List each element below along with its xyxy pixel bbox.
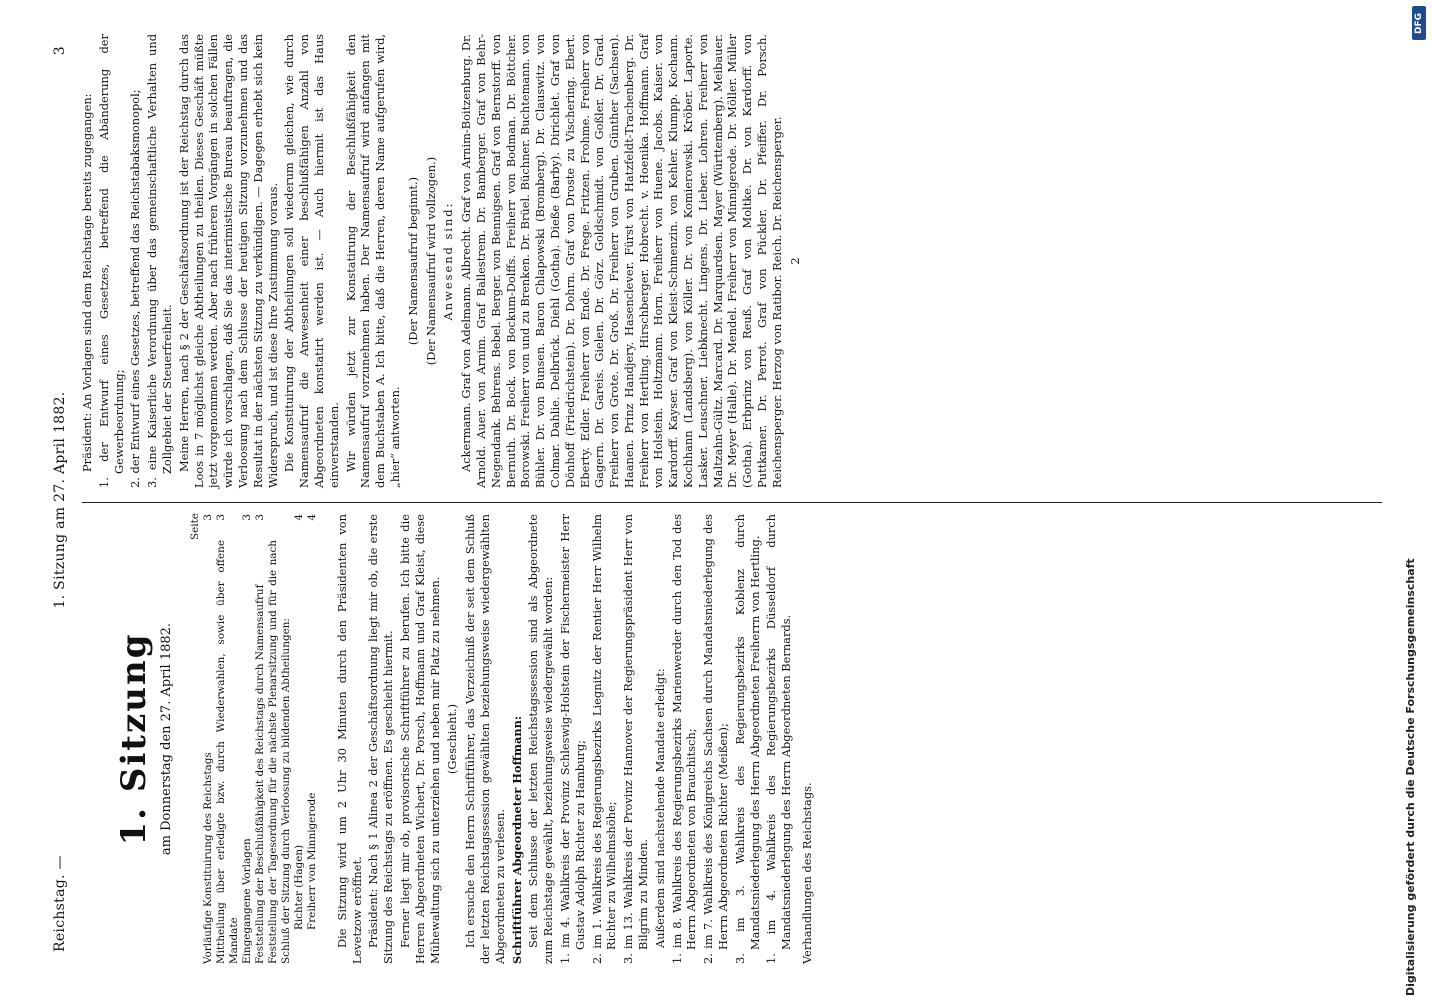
- footer-note: Verhandlungen des Reichstags.: [799, 782, 814, 964]
- header-left: Reichstag. —: [52, 855, 68, 952]
- signature-mark: 2: [787, 257, 802, 265]
- bill-item: 1. der Entwurf eines Gesetzes, betreffend die Abänderung der Gewerbeordnung;: [96, 34, 126, 488]
- dfg-logo: DFG: [1412, 6, 1426, 40]
- session-date: am Donnerstag den 27. April 1882.: [159, 622, 174, 856]
- toc-heading: Seite: [188, 513, 201, 540]
- list-item: 1. im 4. Wahlkreis des Regierungsbezirks Düsseldorf durch Mandatsniederlegung des Herrn Abgeordneten Bernards.: [764, 514, 794, 964]
- paragraph: Ferner liegt mir ob, provisorische Schriftführer zu berufen. Ich bitte die Herren Abgeordneten Wichert, Dr. Porsch, Hoffmann und Graf Kleist, diese Mühewaltung sich zu unterziehen und neben mir Platz zu nehmen.: [397, 514, 442, 964]
- paragraph: Meine Herren, nach § 2 der Geschäftsordnung ist der Reichstag durch das Loos in 7 möglichst gleiche Abtheilungen zu theilen. Dieses Geschäft müßte jetzt vorgenommen werden. Aber nach früheren Vorgängen in solchen Fällen würde ich vorschlagen, daß Sie das interimistische Bureau beauftragen, die Verloosung nach dem Schlusse der heutigen Sitzung vorzunehmen und das Resultat in der nächsten Sitzung zu verkündigen. — Dagegen erhebt sich kein Widerspruch, und ist diese Ihre Zustimmung voraus.: [176, 34, 280, 488]
- toc-entry: Feststellung der Beschlußfähigkeit des Reichstags durch Namensaufruf 3: [253, 514, 266, 964]
- present-heading: Anwesend sind:: [441, 201, 456, 321]
- opening-paragraph: Die Sitzung wird um 2 Uhr 30 Minuten durch den Präsidenten von Levetzow eröffnet.: [334, 514, 364, 964]
- stage-direction: (Der Namensaufruf beginnt.): [405, 176, 420, 346]
- toc-entry: Feststellung der Tagesordnung für die nächste Plenarsitzung und für die nach Schluß der Sitzung durch Verloosung zu bildenden Abtheilungen:: [266, 540, 292, 964]
- toc-entry: Vorläufige Konstituirung des Reichstags 3: [201, 514, 214, 964]
- funding-note-text: Digitalisierung gefördert durch die Deutsche Forschungsgemeinschaft: [1404, 558, 1417, 996]
- page-number: 3: [52, 46, 68, 56]
- list-item: 3. im 13. Wahlkreis der Provinz Hannover der Regierungspräsident Herr von Bilgrim zu Minden.: [621, 514, 650, 964]
- stage-direction: (Geschieht.): [445, 703, 460, 775]
- paragraph: Die Konstituirung der Abtheilungen soll wiederum gleichen, wie durch Namensaufruf die Anwesenheit einer beschlußfähigen Anzahl von Abgeordneten konstatirt werden ist. — Auch hiermit ist das Haus einverstanden.: [282, 34, 341, 488]
- paragraph: Seit dem Schlusse der letzten Reichstagssession sind als Abgeordnete zum Reichstage gewählt, beziehungsweise wiedergewählt worden:: [526, 514, 556, 964]
- funding-note: [1404, 0, 1426, 1000]
- toc-entry: Mittheilung über erledigte bzw. durch Wiederwahlen, sowie über offene Mandate 3: [214, 514, 240, 964]
- paragraph: Außerdem sind nachstehende Mandate erledigt:: [652, 668, 667, 948]
- bill-item: 3. eine Kaiserliche Verordnung über das gemeinschaftliche Verhalten und Zollgebiet der Steuerfreiheit.: [145, 34, 174, 488]
- list-item: 3. im 3. Wahlkreis des Regierungsbezirks Koblenz durch Mandatsniederlegung des Herrn Abgeordneten Freiherrn von Hertling.: [732, 514, 762, 964]
- column-divider: [82, 502, 1382, 503]
- right-column: [80, 34, 1392, 488]
- header-title: 1. Sitzung am 27. April 1882.: [52, 391, 68, 609]
- list-item: 2. im 1. Wahlkreis des Regierungsbezirks Liegnitz der Rentier Herr Wilhelm Richter zu Wilhelmshöhe;: [589, 514, 619, 964]
- president-paragraph: Präsident: Nach § 1 Alinea 2 der Geschäftsordnung liegt mir ob, die erste Sitzung des Reichstags zu eröffnen. Es geschieht hiermit.: [366, 514, 396, 964]
- toc-entry: Freiherr von Minnigerode 4: [305, 514, 318, 930]
- toc-entry: Eingegangene Vorlagen 3: [240, 514, 253, 964]
- toc-entry: Richter (Hagen) 4: [292, 514, 305, 930]
- bill-item: 2. der Entwurf eines Gesetzes, betreffend das Reichstabaksmonopol;: [128, 89, 143, 488]
- list-item: 1. im 8. Wahlkreis des Regierungsbezirks Marienwerder durch den Tod des Herrn Abgeordneten von Brauchitsch;: [669, 514, 699, 964]
- paragraph: Ich ersuche den Herrn Schriftführer, das Verzeichniß der seit dem Schluß der letzten Reichstagssession gewählten beziehungsweise wiedergewählten Abgeordneten zu verlesen.: [463, 514, 507, 964]
- president-intro: Präsident: An Vorlagen sind dem Reichstage bereits zugegangen:: [80, 93, 94, 472]
- paragraph: Wir würden jetzt zur Konstatirung der Beschlußfähigkeit den Namensaufruf vorzunehmen haben. Der Namensaufruf wird anfangen mit dem Buchstaben A. Ich bitte, daß die Herren, deren Name aufgerufen wird, „hier“ antworten.: [343, 34, 402, 488]
- running-header: [52, 40, 74, 960]
- stage-direction: (Der Namensaufruf wird vollzogen.): [423, 156, 438, 366]
- list-item: 2. im 7. Wahlkreis des Königreichs Sachsen durch Mandatsniederlegung des Herrn Abgeordneten Richter (Meißen);: [701, 514, 730, 964]
- present-names: Ackermann. Graf von Adelmann. Albrecht. Graf von Arnim-Boitzenburg. Dr. Arnold. Auer. von Arnim. Graf Ballestrem. Dr. Bamberger. Graf von Behr-Negendank. Behrens. Bebel. Berger. von Bennigsen. Graf von Bernstorff. von Bernuth. Dr. Bock. von Bockum-Dolffs. Freiherr von Bodman. Dr. Böttcher. Borowski. Freiherr von und zu Brenken. Dr. Brüel. Büchner. Buchtemann. von Bühler. Dr. von Bunsen. Baron Chlapowski (Bromberg). Dr. Clauswitz. von Colmar. Dahlie. Delbrück. Diehl (Gotha). Dieße (Barby). Dirichlet. Graf von Dönhoff (Friedrichstein). Dr. Dohrn. Graf von Droste zu Vischering. Ebert. Eberty. Edler. Freiherr von Ende. Dr. Frege. Fritzen. Frohme. Freiherr von Gagern. Dr. Gareis. Gielen. Dr. Görz. Goldschmidt. von Goßler. Dr. Grad. Freiherr von Grote. Dr. Groß. Dr. Freiherr von Gruben. Günther (Sachsen). Haanen. Prinz Handjery. Hasenclever. Fürst von Hatzfeldt-Trachenberg. Dr. Freiherr von Hertling. Hirschberger. Hobrecht. v. Hoenika. Hoffmann. Graf von Holstein. Holtzmann. Horn. Freiherr von Huene. Jacobs. Kaiser. von Kardorff. Kayser. Graf von Kleist-Schmenzin. von Kehler. Klumpp. Kochann. Kochhann (Landsberg). von Köller. Dr. von Komierowski. Kröber. Laporte. Lasker. Leuschner. Liebknecht. Lingens. Dr. Lieber. Lohren. Freiherr von Maltzahn-Gültz. Marcard. Dr. Marquardsen. Mayer (Württemberg). Meibauer. Dr. Meyer (Halle). Dr. Mendel. Freiherr von Minnigerode. Dr. Möller. Müller (Gotha). Erbprinz von Reuß. Graf von Moltke. Dr. von Kardorff. von Puttkamer. Dr. Perrot. Graf von Pückler. Dr. Pfeiffer. Dr. Porsch. Reichensperger. Herzog von Ratibor. Reich. Dr. Reichensperger.: [459, 34, 784, 488]
- speaker-line: Schriftführer Abgeordneter Hoffmann:: [509, 715, 524, 964]
- table-of-contents: [189, 514, 319, 964]
- left-column: [80, 514, 1392, 964]
- list-item: 1. im 4. Wahlkreis der Provinz Schleswig-Holstein der Fischermeister Herr Gustav Adolph Richter zu Hamburg;: [557, 514, 587, 964]
- session-title: 1. Sitzung: [114, 632, 154, 846]
